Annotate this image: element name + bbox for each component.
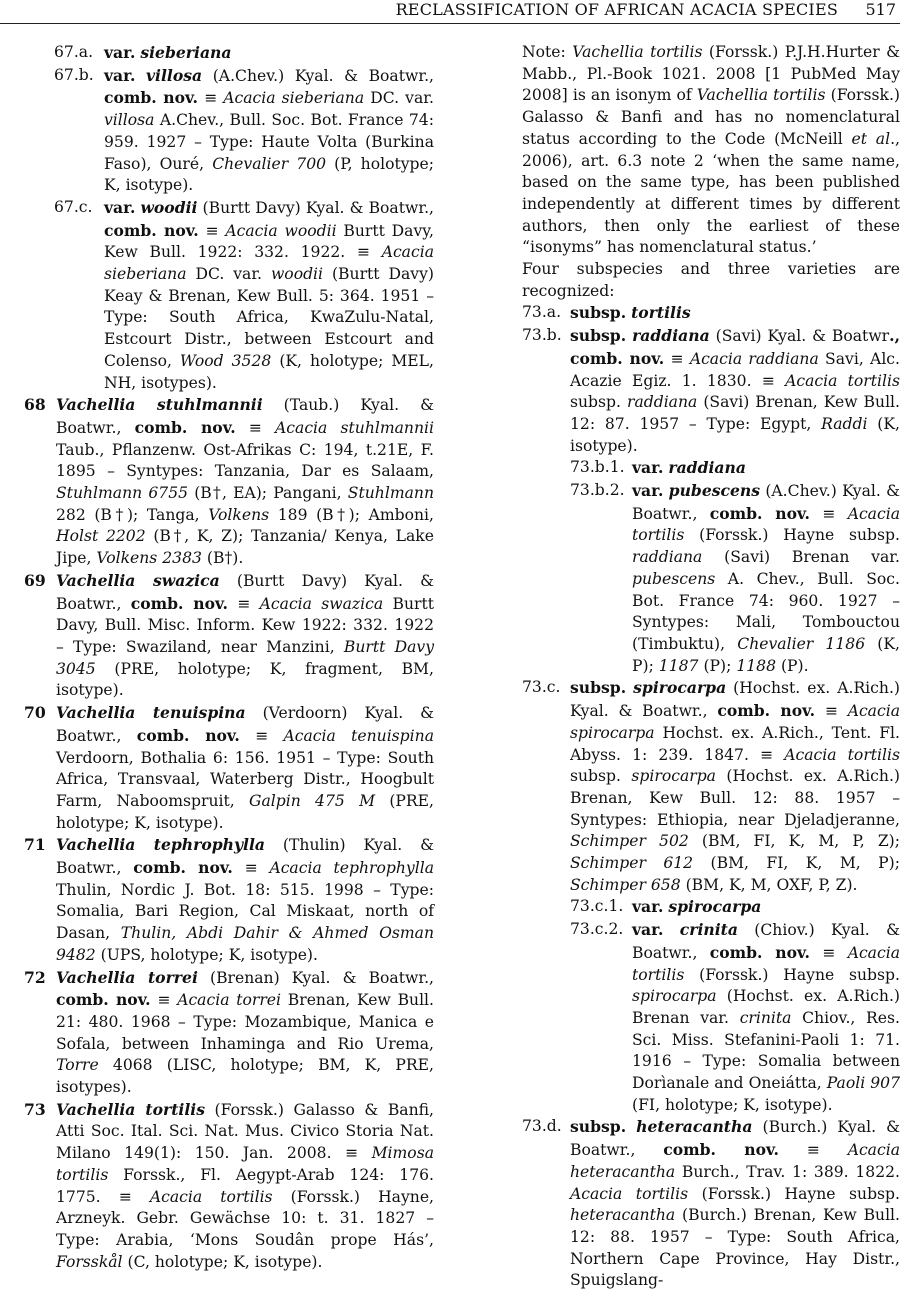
entry-text: Vachellia stuhlmannii (Taub.) Kyal. & Boatwr., comb. nov. ≡ Acacia stuhlmannii Taub., Pflanzenw. Ost-Afrikas C: 194, t.21E, F. 1895 – Syntypes: Tanzania, Dar es Salaam, Stuhlmann 6755 (B†, EA); Pangani, Stuhlmann 282 (B†); Tanga, Volkens 189 (B†); Amboni, Holst 2202 (B†, K, Z); Tanzania/ Kenya, Lake Jipe, Volkens 2383 (B†). xyxy=(56,395,435,568)
entry-text: var. woodii (Burtt Davy) Kyal. & Boatwr., comb. nov. ≡ Acacia woodii Burtt Davy, Kew Bull. 1922: 332. 1922. ≡ Acacia sieberiana DC. var. woodii (Burtt Davy) Keay & Brenan, Kew Bull. 5: 364. 1951 – Type: South Africa, KwaZulu-Natal, Estcourt Distr., between Estcourt and Colenso, Wood 3528 (K, holotype; MEL, NH, isotypes). xyxy=(104,197,434,392)
entry-number: 73.c. xyxy=(522,678,561,697)
entry-67b xyxy=(24,65,434,197)
entry-73b1 xyxy=(522,457,900,480)
entry-number: 67.c. xyxy=(54,197,93,216)
right-column xyxy=(522,42,900,1292)
entry-text: subsp. spirocarpa (Hochst. ex. A.Rich.) Kyal. & Boatwr., comb. nov. ≡ Acacia spirocarpa Hochst. ex. A.Rich., Tent. Fl. Abyss. 1: 239. 1847. ≡ Acacia tortilis subsp. spirocarpa (Hochst. ex. A.Rich.) Brenan, Kew Bull. 12: 88. 1957 – Syntypes: Ethiopia, near Djeladjeranne, Schimper 502 (BM, FI, K, M, P, Z); Schimper 612 (BM, FI, K, M, P); Schimper 658 (BM, K, M, OXF, P, Z). xyxy=(570,678,900,894)
entry-73 xyxy=(24,1099,434,1274)
entry-text: subsp. tortilis xyxy=(570,303,691,323)
entry-number: 73.d. xyxy=(522,1117,562,1136)
entry-73b2 xyxy=(522,480,900,677)
running-head-title: RECLASSIFICATION OF AFRICAN ACACIA SPECIES xyxy=(395,0,838,19)
entry-72 xyxy=(24,967,434,1099)
entry-number: 73.b. xyxy=(522,326,562,345)
entry-text: Vachellia tenuispina (Verdoorn) Kyal. & Boatwr., comb. nov. ≡ Acacia tenuispina Verdoorn, Bothalia 6: 156. 1951 – Type: South Africa, Transvaal, Waterberg Distr., Hoogbult Farm, Naboomspruit, Galpin 475 M (PRE, holotype; K, isotype). xyxy=(56,703,434,832)
entry-number: 73.a. xyxy=(522,303,562,322)
entry-73d xyxy=(522,1116,900,1292)
entry-number: 71 xyxy=(24,835,46,855)
entry-text: Note: Vachellia tortilis (Forssk.) P.J.H.Hurter & Mabb., Pl.-Book 1021. 2008 [1 PubMed May 2008] is an isonym of Vachellia tortilis (Forssk.) Galasso & Banfi and has no nomenclatural status according to the Code (McNeill et al., 2006), art. 6.3 note 2 ‘when the same name, based on the same type, has been published independently at different times by different authors, then only the earliest of these “isonyms” has nomenclatural status.’ xyxy=(522,43,900,257)
entry-text: var. villosa (A.Chev.) Kyal. & Boatwr., comb. nov. ≡ Acacia sieberiana DC. var. villosa A.Chev., Bull. Soc. Bot. France 74: 959. 1927 – Type: Haute Volta (Burkina Faso), Ouré, Chevalier 700 (P, holotype; K, isotype). xyxy=(104,65,435,195)
entry-text: var. pubescens (A.Chev.) Kyal. & Boatwr., comb. nov. ≡ Acacia tortilis (Forssk.) Hayne subsp. raddiana (Savi) Brenan var. pubescens A. Chev., Bull. Soc. Bot. France 74: 960. 1927 – Syntypes: Mali, Tombouctou (Timbuktu), Chevalier 1186 (K, P); 1187 (P); 1188 (P). xyxy=(632,481,900,675)
left-column xyxy=(24,42,434,1273)
entry-73c xyxy=(522,677,900,896)
entry-text: var. sieberiana xyxy=(104,43,232,62)
entry-number: 73.c.2. xyxy=(570,920,624,939)
entry-text: var. raddiana xyxy=(632,458,746,478)
entry-number: 73.c.1. xyxy=(570,897,624,916)
running-head xyxy=(0,0,900,22)
entry-69 xyxy=(24,570,434,702)
entry-number: 68 xyxy=(24,395,46,415)
entry-73c2 xyxy=(522,919,900,1116)
entry-text: Vachellia tephrophylla (Thulin) Kyal. & Boatwr., comb. nov. ≡ Acacia tephrophylla Thulin, Nordic J. Bot. 18: 515. 1998 – Type: Somalia, Bari Region, Cal Miskaat, north of Dasan, Thulin, Abdi Dahir & Ahmed Osman 9482 (UPS, holotype; K, isotype). xyxy=(56,835,434,964)
entry-note xyxy=(522,42,900,259)
entry-text: Vachellia swazica (Burtt Davy) Kyal. & Boatwr., comb. nov. ≡ Acacia swazica Burtt Davy, Bull. Misc. Inform. Kew 1922: 332. 1922 – Type: Swaziland, near Manzini, Burtt Davy 3045 (PRE, holotype; K, fragment, BM, isotype). xyxy=(56,570,434,700)
entry-73c1 xyxy=(522,896,900,919)
entry-text: var. spirocarpa xyxy=(632,897,762,917)
entry-73b xyxy=(522,325,900,457)
entry-text: Four subspecies and three varieties are recognized: xyxy=(522,260,900,300)
entry-67c xyxy=(24,197,434,394)
entry-number: 67.b. xyxy=(54,65,94,84)
entry-71 xyxy=(24,834,434,966)
entry-number: 70 xyxy=(24,703,46,723)
entry-67a xyxy=(24,42,434,65)
entry-70 xyxy=(24,702,434,834)
entry-number: 72 xyxy=(24,967,46,987)
entry-68 xyxy=(24,394,434,570)
entry-four xyxy=(522,259,900,302)
entry-number: 67.a. xyxy=(54,43,94,61)
page-number: 517 xyxy=(865,0,896,19)
entry-number: 73.b.1. xyxy=(570,458,625,477)
entry-73a xyxy=(522,302,900,325)
entry-text: Vachellia torrei (Brenan) Kyal. & Boatwr., comb. nov. ≡ Acacia torrei Brenan, Kew Bull. 21: 480. 1968 – Type: Mozambique, Manica e Sofala, between Inhaminga and Rio Urema, Torre 4068 (LISC, holotype; BM, K, PRE, isotypes). xyxy=(56,967,435,1097)
entry-text: Vachellia tortilis (Forssk.) Galasso & Banfi, Atti Soc. Ital. Sci. Nat. Mus. Civico Storia Nat. Milano 149(1): 150. Jan. 2008. ≡ Mimosa tortilis Forssk., Fl. Aegypt-Arab 124: 176. 1775. ≡ Acacia tortilis (Forssk.) Hayne, Arzneyk. Gebr. Gewächse 10: t. 31. 1827 – Type: Arabia, ‘Mons Soudân prope Hás’, Forsskål (C, holotype; K, isotype). xyxy=(56,1099,435,1271)
entry-text: subsp. raddiana (Savi) Kyal. & Boatwr., comb. nov. ≡ Acacia raddiana Savi, Alc. Acazie Egiz. 1. 1830. ≡ Acacia tortilis subsp. raddiana (Savi) Brenan, Kew Bull. 12: 87. 1957 – Type: Egypt, Raddi (K, isotype). xyxy=(570,326,900,455)
entry-text: subsp. heteracantha (Burch.) Kyal. & Boatwr., comb. nov. ≡ Acacia heteracantha Burch., Trav. 1: 389. 1822. Acacia tortilis (Forssk.) Hayne subsp. heteracantha (Burch.) Brenan, Kew Bull. 12: 88. 1957 – Type: South Africa, Northern Cape Province, Hay Distr., Spuigslang- xyxy=(570,1117,900,1290)
entry-number: 73.b.2. xyxy=(570,481,625,500)
entry-number: 73 xyxy=(24,1099,46,1119)
entry-text: var. crinita (Chiov.) Kyal. & Boatwr., comb. nov. ≡ Acacia tortilis (Forssk.) Hayne subsp. spirocarpa (Hochst. ex. A.Rich.) Brenan var. crinita Chiov., Res. Sci. Miss. Stefanini-Paoli 1: 71. 1916 – Type: Somalia between Dorìanale and Oneiátta, Paoli 907 (FI, holotype; K, isotype). xyxy=(632,920,900,1114)
header-rule xyxy=(0,23,900,24)
entry-number: 69 xyxy=(24,570,46,590)
